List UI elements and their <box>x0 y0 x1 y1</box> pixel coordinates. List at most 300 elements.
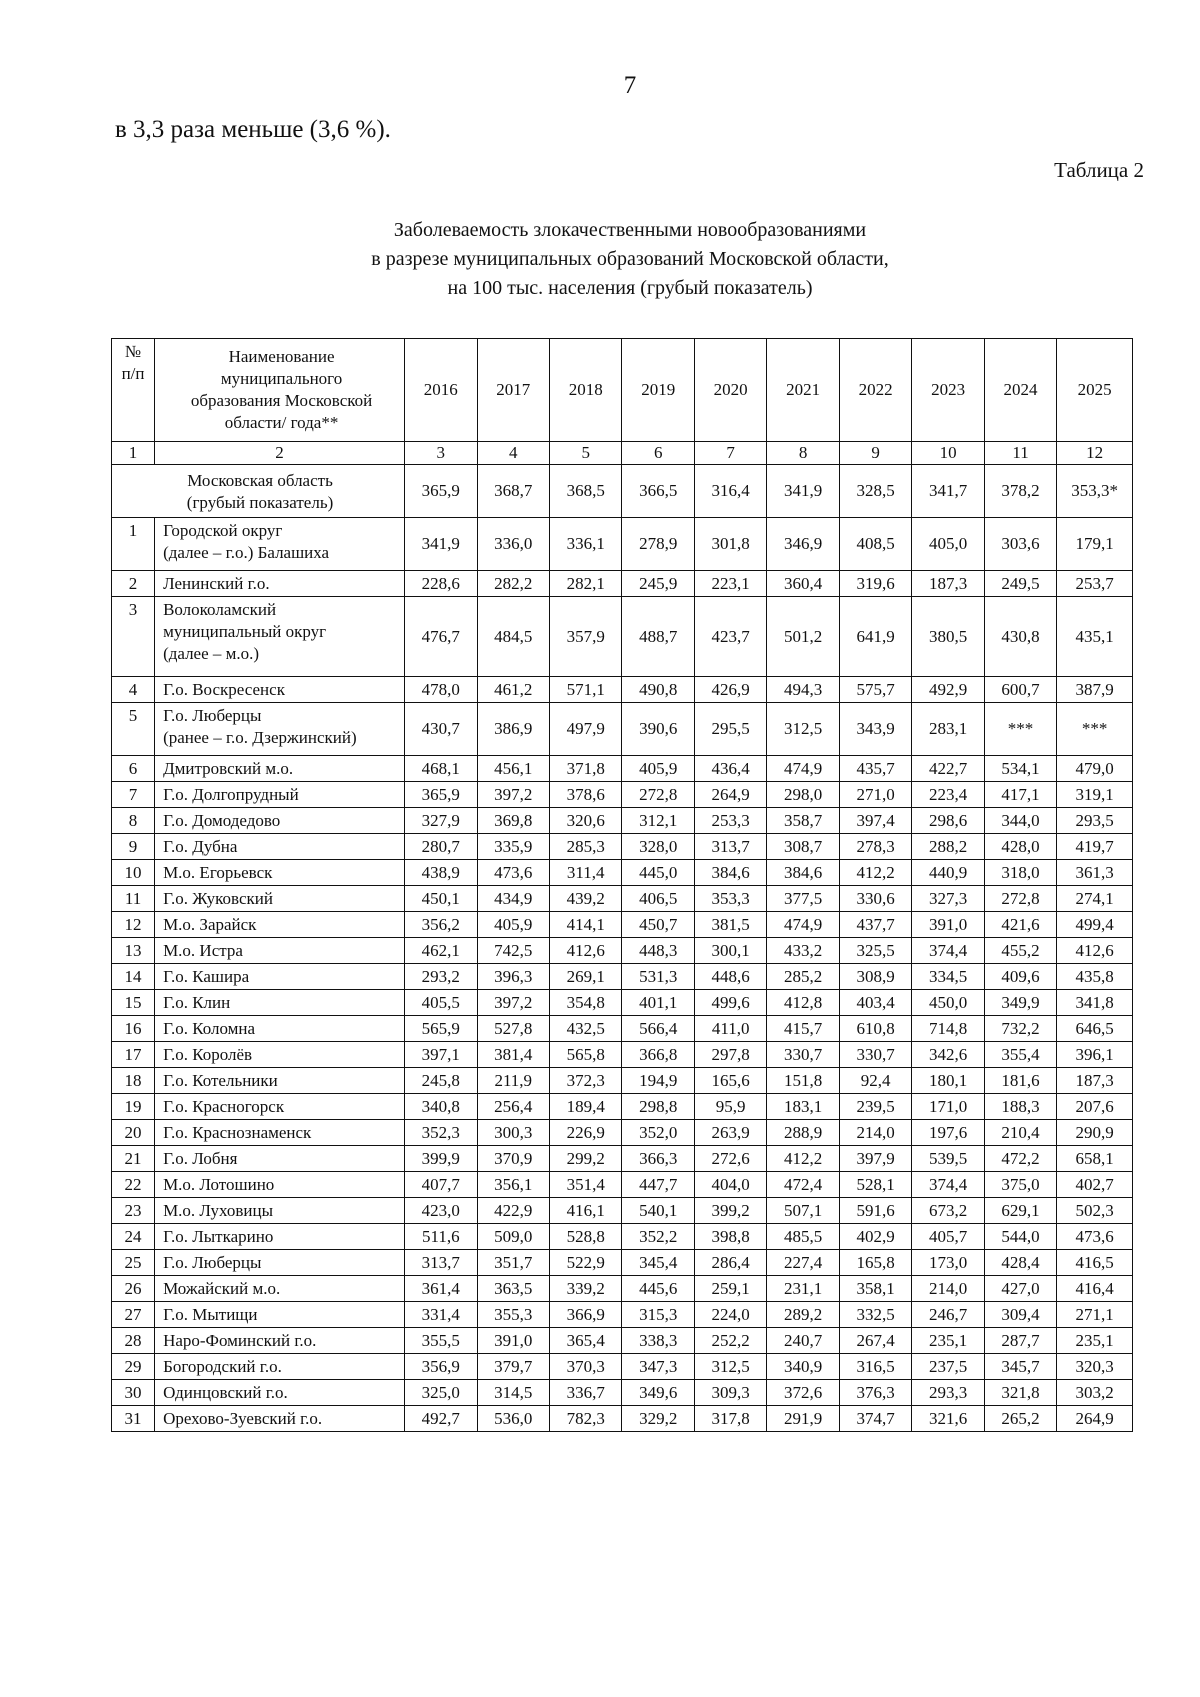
value-cell: 527,8 <box>477 1016 549 1042</box>
row-number: 13 <box>112 938 155 964</box>
value-cell: 228,6 <box>405 571 477 597</box>
municipality-name-line: Г.о. Красногорск <box>163 1097 285 1116</box>
value-cell: 356,1 <box>477 1172 549 1198</box>
value-cell: 334,5 <box>912 964 984 990</box>
municipality-name <box>155 597 405 677</box>
value-cell: 422,9 <box>477 1198 549 1224</box>
value-cell: 283,1 <box>912 703 984 756</box>
municipality-name <box>155 834 405 860</box>
header-name-line: области/ года** <box>224 413 339 432</box>
municipality-name-line: Орехово-Зуевский г.о. <box>163 1409 323 1428</box>
value-cell: 235,1 <box>1057 1328 1133 1354</box>
value-cell: 405,0 <box>912 518 984 571</box>
value-cell: 210,4 <box>984 1120 1056 1146</box>
table-row <box>112 1094 1133 1120</box>
value-cell: 397,2 <box>477 990 549 1016</box>
table-row <box>112 1302 1133 1328</box>
value-cell: 272,6 <box>694 1146 766 1172</box>
column-number: 9 <box>839 442 911 465</box>
value-cell: 417,1 <box>984 782 1056 808</box>
value-cell: 239,5 <box>839 1094 911 1120</box>
value-cell: 374,4 <box>912 938 984 964</box>
value-cell: 507,1 <box>767 1198 839 1224</box>
value-cell: 246,7 <box>912 1302 984 1328</box>
municipality-name-line: Г.о. Лыткарино <box>163 1227 274 1246</box>
header-number <box>112 339 155 442</box>
value-cell: 430,7 <box>405 703 477 756</box>
value-cell: 742,5 <box>477 938 549 964</box>
value-cell: 416,5 <box>1057 1250 1133 1276</box>
value-cell: 240,7 <box>767 1328 839 1354</box>
total-value: 365,9 <box>405 465 477 518</box>
value-cell: 293,5 <box>1057 808 1133 834</box>
value-cell: 565,8 <box>549 1042 621 1068</box>
value-cell: 311,4 <box>549 860 621 886</box>
value-cell: 332,5 <box>839 1302 911 1328</box>
value-cell: 401,1 <box>622 990 694 1016</box>
value-cell: 325,0 <box>405 1380 477 1406</box>
value-cell: 253,3 <box>694 808 766 834</box>
column-number: 3 <box>405 442 477 465</box>
table-row <box>112 1328 1133 1354</box>
value-cell: 407,7 <box>405 1172 477 1198</box>
value-cell: 571,1 <box>549 677 621 703</box>
value-cell: 321,8 <box>984 1380 1056 1406</box>
column-numbers-row <box>112 442 1133 465</box>
municipality-name <box>155 964 405 990</box>
value-cell: 494,3 <box>767 677 839 703</box>
value-cell: 267,4 <box>839 1328 911 1354</box>
value-cell: 179,1 <box>1057 518 1133 571</box>
value-cell: 309,4 <box>984 1302 1056 1328</box>
value-cell: 375,0 <box>984 1172 1056 1198</box>
value-cell: 540,1 <box>622 1198 694 1224</box>
value-cell: 456,1 <box>477 756 549 782</box>
value-cell: 303,6 <box>984 518 1056 571</box>
table-row <box>112 912 1133 938</box>
value-cell: 372,6 <box>767 1380 839 1406</box>
value-cell: 361,3 <box>1057 860 1133 886</box>
value-cell: 397,1 <box>405 1042 477 1068</box>
value-cell: 501,2 <box>767 597 839 677</box>
value-cell: 231,1 <box>767 1276 839 1302</box>
value-cell: 278,3 <box>839 834 911 860</box>
value-cell: 312,5 <box>767 703 839 756</box>
value-cell: 447,7 <box>622 1172 694 1198</box>
value-cell: 450,7 <box>622 912 694 938</box>
total-row <box>112 465 1133 518</box>
value-cell: 397,4 <box>839 808 911 834</box>
municipality-name <box>155 1016 405 1042</box>
value-cell: 330,6 <box>839 886 911 912</box>
municipality-name-line: М.о. Истра <box>163 941 243 960</box>
column-number: 5 <box>549 442 621 465</box>
value-cell: 448,3 <box>622 938 694 964</box>
value-cell: 330,7 <box>767 1042 839 1068</box>
value-cell: 403,4 <box>839 990 911 1016</box>
value-cell: 384,6 <box>694 860 766 886</box>
value-cell: 245,9 <box>622 571 694 597</box>
value-cell: 379,7 <box>477 1354 549 1380</box>
row-number: 10 <box>112 860 155 886</box>
value-cell: 641,9 <box>839 597 911 677</box>
municipality-name <box>155 808 405 834</box>
municipality-name-line: Г.о. Дубна <box>163 837 238 856</box>
value-cell: 435,7 <box>839 756 911 782</box>
value-cell: 272,8 <box>984 886 1056 912</box>
value-cell: 355,5 <box>405 1328 477 1354</box>
value-cell: 271,1 <box>1057 1302 1133 1328</box>
value-cell: 534,1 <box>984 756 1056 782</box>
column-number: 8 <box>767 442 839 465</box>
municipality-name-line: Можайский м.о. <box>163 1279 281 1298</box>
table-row <box>112 938 1133 964</box>
value-cell: 271,0 <box>839 782 911 808</box>
value-cell: 301,8 <box>694 518 766 571</box>
value-cell: 300,1 <box>694 938 766 964</box>
value-cell: 402,7 <box>1057 1172 1133 1198</box>
municipality-name <box>155 571 405 597</box>
municipality-name-line: Дмитровский м.о. <box>163 759 294 778</box>
value-cell: 329,2 <box>622 1406 694 1432</box>
value-cell: 488,7 <box>622 597 694 677</box>
total-value: 316,4 <box>694 465 766 518</box>
value-cell: 354,8 <box>549 990 621 1016</box>
value-cell: 528,8 <box>549 1224 621 1250</box>
table-row <box>112 571 1133 597</box>
value-cell: 423,7 <box>694 597 766 677</box>
value-cell: 414,1 <box>549 912 621 938</box>
value-cell: 328,0 <box>622 834 694 860</box>
value-cell: 427,0 <box>984 1276 1056 1302</box>
header-name-line: муниципального <box>220 369 343 388</box>
table-title-line: на 100 тыс. населения (грубый показатель) <box>447 277 813 299</box>
table-row <box>112 1276 1133 1302</box>
value-cell: 714,8 <box>912 1016 984 1042</box>
municipality-name-line: Г.о. Коломна <box>163 1019 256 1038</box>
row-number: 27 <box>112 1302 155 1328</box>
value-cell: 374,7 <box>839 1406 911 1432</box>
row-number: 8 <box>112 808 155 834</box>
row-number: 1 <box>112 518 155 571</box>
municipality-name-line: Г.о. Люберцы <box>163 706 262 725</box>
value-cell: 436,4 <box>694 756 766 782</box>
value-cell: 438,9 <box>405 860 477 886</box>
value-cell: *** <box>1057 703 1133 756</box>
municipality-name <box>155 677 405 703</box>
value-cell: 365,9 <box>405 782 477 808</box>
value-cell: 406,5 <box>622 886 694 912</box>
value-cell: 211,9 <box>477 1068 549 1094</box>
header-name <box>155 339 405 442</box>
value-cell: 497,9 <box>549 703 621 756</box>
municipality-name <box>155 1276 405 1302</box>
value-cell: 428,0 <box>984 834 1056 860</box>
value-cell: 293,2 <box>405 964 477 990</box>
total-row-name <box>112 465 405 518</box>
value-cell: 455,2 <box>984 938 1056 964</box>
value-cell: 412,6 <box>549 938 621 964</box>
municipality-name <box>155 1224 405 1250</box>
row-number: 7 <box>112 782 155 808</box>
table-row <box>112 1172 1133 1198</box>
value-cell: 95,9 <box>694 1094 766 1120</box>
value-cell: 479,0 <box>1057 756 1133 782</box>
value-cell: 468,1 <box>405 756 477 782</box>
value-cell: 415,7 <box>767 1016 839 1042</box>
value-cell: 327,3 <box>912 886 984 912</box>
municipality-name <box>155 1406 405 1432</box>
value-cell: 566,4 <box>622 1016 694 1042</box>
value-cell: 408,5 <box>839 518 911 571</box>
table-row <box>112 1198 1133 1224</box>
municipality-name-line: Волоколамский <box>163 600 277 619</box>
municipality-name-line: Г.о. Жуковский <box>163 889 273 908</box>
value-cell: 473,6 <box>477 860 549 886</box>
row-number: 29 <box>112 1354 155 1380</box>
municipality-name <box>155 1094 405 1120</box>
value-cell: 303,2 <box>1057 1380 1133 1406</box>
value-cell: 312,1 <box>622 808 694 834</box>
row-number: 23 <box>112 1198 155 1224</box>
value-cell: 390,6 <box>622 703 694 756</box>
municipality-name-line: Г.о. Домодедово <box>163 811 281 830</box>
value-cell: 591,6 <box>839 1198 911 1224</box>
value-cell: 361,4 <box>405 1276 477 1302</box>
value-cell: 531,3 <box>622 964 694 990</box>
value-cell: *** <box>984 703 1056 756</box>
municipality-name-line: Г.о. Воскресенск <box>163 680 285 699</box>
value-cell: 188,3 <box>984 1094 1056 1120</box>
value-cell: 180,1 <box>912 1068 984 1094</box>
value-cell: 151,8 <box>767 1068 839 1094</box>
value-cell: 397,9 <box>839 1146 911 1172</box>
value-cell: 426,9 <box>694 677 766 703</box>
value-cell: 370,3 <box>549 1354 621 1380</box>
value-cell: 344,0 <box>984 808 1056 834</box>
value-cell: 360,4 <box>767 571 839 597</box>
value-cell: 629,1 <box>984 1198 1056 1224</box>
column-number: 1 <box>112 442 155 465</box>
value-cell: 341,8 <box>1057 990 1133 1016</box>
value-cell: 278,9 <box>622 518 694 571</box>
value-cell: 536,0 <box>477 1406 549 1432</box>
table-row <box>112 886 1133 912</box>
value-cell: 374,4 <box>912 1172 984 1198</box>
value-cell: 440,9 <box>912 860 984 886</box>
value-cell: 399,9 <box>405 1146 477 1172</box>
value-cell: 435,1 <box>1057 597 1133 677</box>
value-cell: 381,4 <box>477 1042 549 1068</box>
row-number: 28 <box>112 1328 155 1354</box>
header-year: 2018 <box>549 339 621 442</box>
value-cell: 380,5 <box>912 597 984 677</box>
table-row <box>112 518 1133 571</box>
value-cell: 412,8 <box>767 990 839 1016</box>
value-cell: 214,0 <box>839 1120 911 1146</box>
value-cell: 450,1 <box>405 886 477 912</box>
row-number: 4 <box>112 677 155 703</box>
value-cell: 245,8 <box>405 1068 477 1094</box>
municipality-name-line: Г.о. Краснознаменск <box>163 1123 312 1142</box>
header-year: 2021 <box>767 339 839 442</box>
value-cell: 189,4 <box>549 1094 621 1120</box>
value-cell: 366,8 <box>622 1042 694 1068</box>
municipality-name-line: Богородский г.о. <box>163 1357 282 1376</box>
value-cell: 340,9 <box>767 1354 839 1380</box>
row-number: 30 <box>112 1380 155 1406</box>
value-cell: 293,3 <box>912 1380 984 1406</box>
municipality-name-line: М.о. Егорьевск <box>163 863 273 882</box>
value-cell: 575,7 <box>839 677 911 703</box>
total-value: 328,5 <box>839 465 911 518</box>
value-cell: 646,5 <box>1057 1016 1133 1042</box>
value-cell: 285,2 <box>767 964 839 990</box>
value-cell: 249,5 <box>984 571 1056 597</box>
value-cell: 445,0 <box>622 860 694 886</box>
table-row <box>112 1354 1133 1380</box>
row-number: 18 <box>112 1068 155 1094</box>
value-cell: 319,6 <box>839 571 911 597</box>
table-row <box>112 1146 1133 1172</box>
value-cell: 187,3 <box>912 571 984 597</box>
value-cell: 207,6 <box>1057 1094 1133 1120</box>
value-cell: 365,4 <box>549 1328 621 1354</box>
value-cell: 370,9 <box>477 1146 549 1172</box>
municipality-name <box>155 1198 405 1224</box>
value-cell: 492,7 <box>405 1406 477 1432</box>
value-cell: 214,0 <box>912 1276 984 1302</box>
value-cell: 341,9 <box>405 518 477 571</box>
value-cell: 224,0 <box>694 1302 766 1328</box>
total-value: 368,7 <box>477 465 549 518</box>
value-cell: 253,7 <box>1057 571 1133 597</box>
municipality-name-line: Г.о. Кашира <box>163 967 250 986</box>
value-cell: 357,9 <box>549 597 621 677</box>
row-number: 22 <box>112 1172 155 1198</box>
value-cell: 173,0 <box>912 1250 984 1276</box>
municipality-name-line: (далее – г.о.) Балашиха <box>163 543 330 562</box>
header-name-line: Наименование <box>228 347 335 366</box>
value-cell: 433,2 <box>767 938 839 964</box>
value-cell: 435,8 <box>1057 964 1133 990</box>
value-cell: 439,2 <box>549 886 621 912</box>
value-cell: 223,4 <box>912 782 984 808</box>
value-cell: 416,4 <box>1057 1276 1133 1302</box>
value-cell: 492,9 <box>912 677 984 703</box>
municipality-name <box>155 1068 405 1094</box>
table-row <box>112 860 1133 886</box>
value-cell: 355,3 <box>477 1302 549 1328</box>
value-cell: 673,2 <box>912 1198 984 1224</box>
municipality-name-line: Г.о. Лобня <box>163 1149 238 1168</box>
value-cell: 366,9 <box>549 1302 621 1328</box>
row-number: 26 <box>112 1276 155 1302</box>
value-cell: 349,6 <box>622 1380 694 1406</box>
value-cell: 372,3 <box>549 1068 621 1094</box>
value-cell: 295,5 <box>694 703 766 756</box>
value-cell: 264,9 <box>1057 1406 1133 1432</box>
value-cell: 437,7 <box>839 912 911 938</box>
municipality-name-line: Г.о. Котельники <box>163 1071 278 1090</box>
value-cell: 317,8 <box>694 1406 766 1432</box>
municipality-name <box>155 1250 405 1276</box>
municipality-name-line: (ранее – г.о. Дзержинский) <box>163 728 357 747</box>
value-cell: 499,6 <box>694 990 766 1016</box>
municipality-name <box>155 1120 405 1146</box>
row-number: 6 <box>112 756 155 782</box>
value-cell: 336,0 <box>477 518 549 571</box>
row-number: 19 <box>112 1094 155 1120</box>
value-cell: 376,3 <box>839 1380 911 1406</box>
municipality-name <box>155 912 405 938</box>
value-cell: 237,5 <box>912 1354 984 1380</box>
row-number: 3 <box>112 597 155 677</box>
value-cell: 474,9 <box>767 756 839 782</box>
municipality-name-line: Г.о. Клин <box>163 993 231 1012</box>
value-cell: 181,6 <box>984 1068 1056 1094</box>
value-cell: 416,1 <box>549 1198 621 1224</box>
value-cell: 308,7 <box>767 834 839 860</box>
municipality-name <box>155 886 405 912</box>
value-cell: 544,0 <box>984 1224 1056 1250</box>
value-cell: 325,5 <box>839 938 911 964</box>
value-cell: 509,0 <box>477 1224 549 1250</box>
value-cell: 338,3 <box>622 1328 694 1354</box>
municipality-name-line: Ленинский г.о. <box>163 574 270 593</box>
table-row <box>112 1250 1133 1276</box>
value-cell: 522,9 <box>549 1250 621 1276</box>
municipality-name <box>155 703 405 756</box>
municipality-name <box>155 1354 405 1380</box>
value-cell: 274,1 <box>1057 886 1133 912</box>
total-row-name-line: Московская область <box>187 471 333 490</box>
municipality-name-line: Г.о. Люберцы <box>163 1253 262 1272</box>
value-cell: 462,1 <box>405 938 477 964</box>
table-row <box>112 756 1133 782</box>
table-row <box>112 808 1133 834</box>
value-cell: 265,2 <box>984 1406 1056 1432</box>
value-cell: 369,8 <box>477 808 549 834</box>
value-cell: 405,7 <box>912 1224 984 1250</box>
municipality-name <box>155 518 405 571</box>
value-cell: 539,5 <box>912 1146 984 1172</box>
table-row <box>112 597 1133 677</box>
value-cell: 340,8 <box>405 1094 477 1120</box>
table-row <box>112 677 1133 703</box>
value-cell: 461,2 <box>477 677 549 703</box>
value-cell: 499,4 <box>1057 912 1133 938</box>
table-row <box>112 703 1133 756</box>
header-year: 2016 <box>405 339 477 442</box>
value-cell: 315,3 <box>622 1302 694 1328</box>
row-number: 21 <box>112 1146 155 1172</box>
value-cell: 371,8 <box>549 756 621 782</box>
header-year: 2023 <box>912 339 984 442</box>
value-cell: 256,4 <box>477 1094 549 1120</box>
value-cell: 432,5 <box>549 1016 621 1042</box>
value-cell: 398,8 <box>694 1224 766 1250</box>
table-header-row <box>112 339 1133 442</box>
value-cell: 331,4 <box>405 1302 477 1328</box>
header-number-line: п/п <box>121 364 145 383</box>
municipality-name-line: (далее – м.о.) <box>163 644 260 663</box>
value-cell: 313,7 <box>694 834 766 860</box>
value-cell: 565,9 <box>405 1016 477 1042</box>
municipality-name-line: М.о. Луховицы <box>163 1201 274 1220</box>
value-cell: 405,5 <box>405 990 477 1016</box>
value-cell: 288,9 <box>767 1120 839 1146</box>
